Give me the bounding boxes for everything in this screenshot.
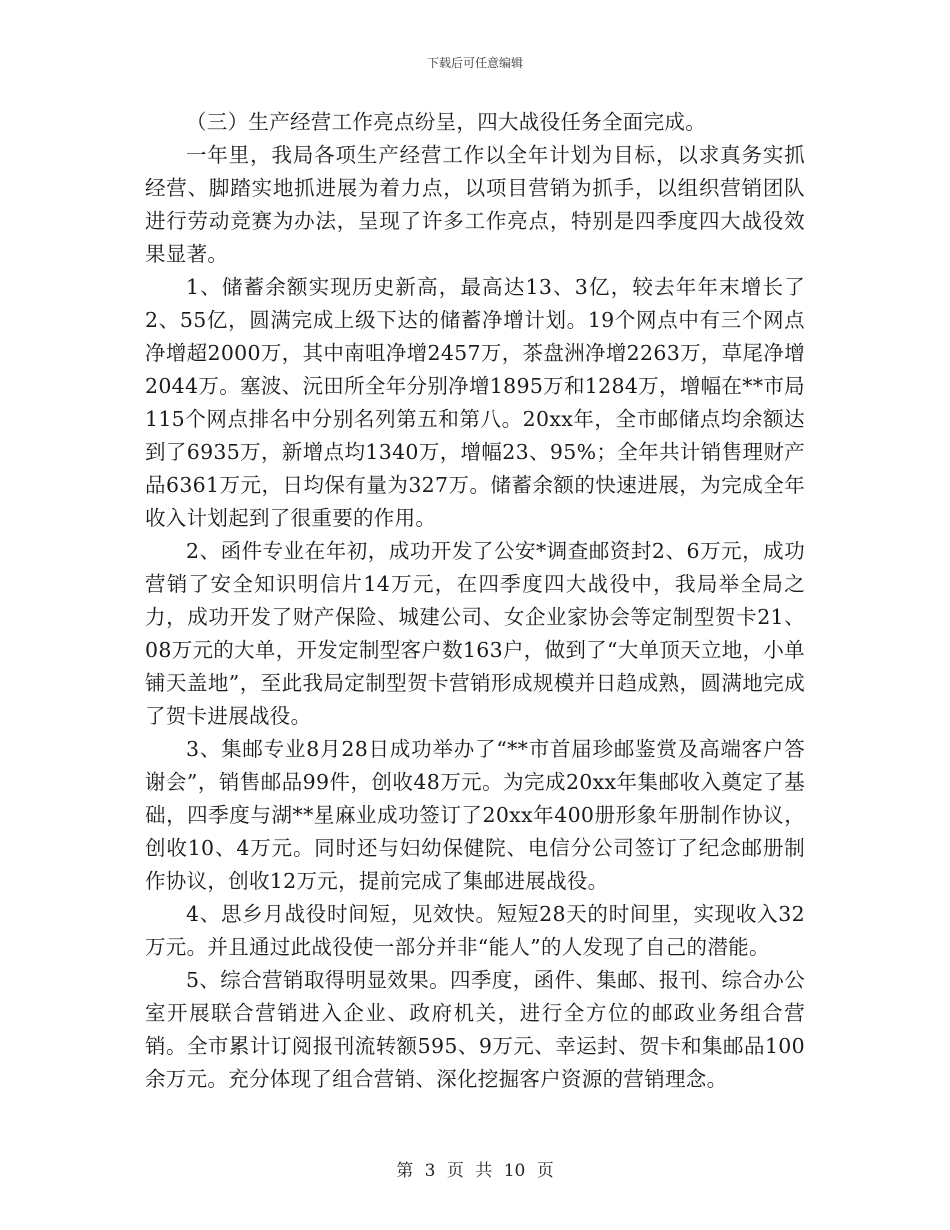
document-body [145, 106, 805, 1096]
page-number: 第 3 页 共 10 页 [396, 1161, 554, 1181]
page-header: 下载后可任意编辑 [426, 56, 523, 70]
section-heading: （三）生产经营工作亮点纷呈，四大战役任务全面完成。 [186, 110, 706, 134]
paragraph-homesick-month: 4、思乡月战役时间短，见效快。短短28天的时间里，实现收入32万元。并且通过此战役使一部分并非“能人”的人发现了自己的潜能。 [145, 902, 805, 959]
paragraph-savings: 1、储蓄余额实现历史新高，最高达13、3亿，较去年年末增长了2、55亿，圆满完成上级下达的储蓄净增计划。19个网点中有三个网点净增超2000万，其中南咀净增2457万，茶盘洲净增2263万，草尾净增2044万。塞波、沅田所全年分别净增1895万和1284万，增幅在**市局115个网点排名中分别名列第五和第八。20xx年，全市邮储点均余额达到了6935万，新增点均1340万，增幅23、95%；全年共计销售理财产品6361万元，日均保有量为327万。储蓄余额的快速进展，为完成全年收入计划起到了很重要的作用。 [145, 275, 805, 530]
paragraph-letters: 2、函件专业在年初，成功开发了公安*调查邮资封2、6万元，成功营销了安全知识明信片14万元，在四季度四大战役中，我局举全局之力，成功开发了财产保险、城建公司、女企业家协会等定制型贺卡21、08万元的大单，开发定制型客户数163户，做到了“大单顶天立地，小单铺天盖地”，至此我局定制型贺卡营销形成规模并日趋成熟，圆满地完成了贺卡进展战役。 [145, 539, 805, 728]
paragraph-intro: 一年里，我局各项生产经营工作以全年计划为目标，以求真务实抓经营、脚踏实地抓进展为着力点，以项目营销为抓手，以组织营销团队进行劳动竞赛为办法，呈现了许多工作亮点，特别是四季度四大战役效果显著。 [145, 143, 805, 266]
paragraph-integrated-marketing: 5、综合营销取得明显效果。四季度，函件、集邮、报刊、综合办公室开展联合营销进入企业、政府机关，进行全方位的邮政业务组合营销。全市累计订阅报刊流转额595、9万元、幸运封、贺卡和集邮品100余万元。充分体现了组合营销、深化挖掘客户资源的营销理念。 [145, 968, 805, 1091]
paragraph-philately: 3、集邮专业8月28日成功举办了“**市首届珍邮鉴赏及高端客户答谢会”，销售邮品99件，创收48万元。为完成20xx年集邮收入奠定了基础，四季度与湖**星麻业成功签订了20xx年400册形象年册制作协议，创收10、4万元。同时还与妇幼保健院、电信分公司签订了纪念邮册制作协议，创收12万元，提前完成了集邮进展战役。 [145, 737, 805, 893]
